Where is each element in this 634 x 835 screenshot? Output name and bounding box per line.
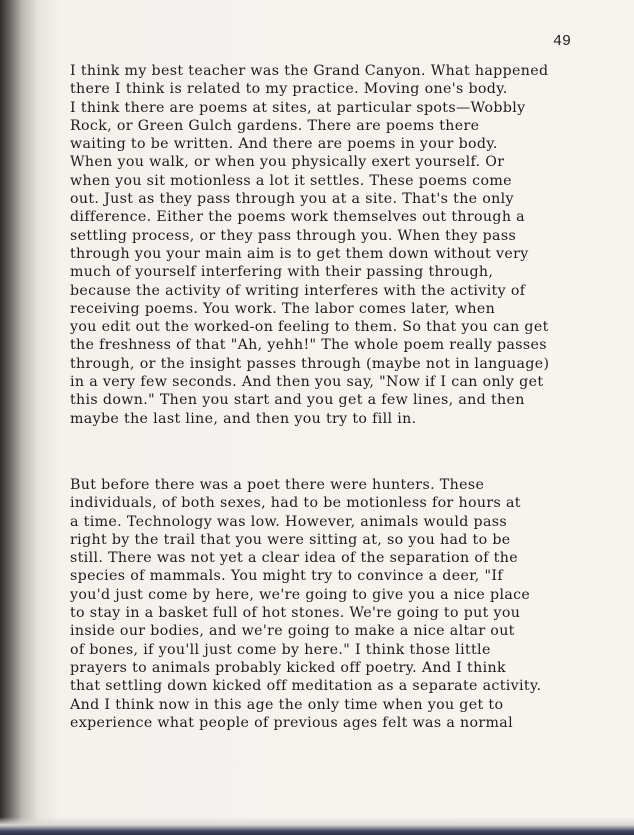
text-line: When you walk, or when you physically exert yourself. Or [70, 154, 505, 171]
text-line: I think my best teacher was the Grand Canyon. What happened [70, 63, 549, 79]
text-line: difference. Either the poems work themselves out through a [70, 209, 525, 226]
text-line: in a very few seconds. And then you say, "Now if I can only get [70, 374, 544, 391]
text-line: But before there was a poet there were hunters. These [70, 477, 485, 493]
text-line: much of yourself interfering with their passing through, [70, 264, 494, 281]
text-line: that settling down kicked off meditation as a separate activity. [70, 678, 542, 695]
text-line: you'd just come by here, we're going to give you a nice place [70, 586, 531, 603]
text-line: Rock, or Green Gulch gardens. There are poems there [70, 117, 480, 134]
page-bottom-edge [0, 817, 634, 835]
text-line: And I think now in this age the only time when you get to [70, 696, 504, 713]
paragraph-2 [70, 476, 620, 732]
text-line: there I think is related to my practice. Moving one's body. [70, 81, 508, 98]
text-line: individuals, of both sexes, had to be motionless for hours at [70, 495, 521, 512]
text-line: the freshness of that "Ah, yehh!" The whole poem really passes [70, 337, 547, 354]
text-line: out. Just as they pass through you at a site. That's the only [70, 191, 514, 208]
text-line: of bones, if you'll just come by here." I think those little [70, 641, 491, 658]
text-line: receiving poems. You work. The labor comes later, when [70, 300, 496, 317]
text-line: prayers to animals probably kicked off poetry. And I think [70, 659, 506, 676]
text-line: still. There was not yet a clear idea of the separation of the [70, 550, 518, 567]
text-line: species of mammals. You might try to convince a deer, "If [70, 568, 503, 585]
text-line: a time. Technology was low. However, animals would pass [70, 513, 508, 530]
text-line: through, or the insight passes through (maybe not in language) [70, 355, 550, 372]
text-line: to stay in a basket full of hot stones. We're going to put you [70, 605, 521, 622]
page-number: 49 [553, 33, 572, 50]
text-line: I think there are poems at sites, at particular spots—Wobbly [70, 99, 526, 116]
text-line: maybe the last line, and then you try to fill in. [70, 410, 417, 427]
text-line: waiting to be written. And there are poems in your body. [70, 136, 498, 153]
text-line: this down." Then you start and you get a few lines, and then [70, 392, 525, 409]
text-line: because the activity of writing interferes with the activity of [70, 282, 526, 299]
text-line: inside our bodies, and we're going to make a nice altar out [70, 623, 515, 640]
text-line: settling process, or they pass through you. When they pass [70, 227, 517, 244]
text-line: you edit out the worked-on feeling to them. So that you can get [70, 319, 549, 336]
paragraph-1 [70, 62, 620, 428]
text-line: through you your main aim is to get them down without very [70, 245, 529, 262]
text-line: experience what people of previous ages felt was a normal [70, 714, 514, 731]
text-line: when you sit motionless a lot it settles. These poems come [70, 172, 512, 189]
text-line: right by the trail that you were sitting at, so you had to be [70, 531, 511, 548]
